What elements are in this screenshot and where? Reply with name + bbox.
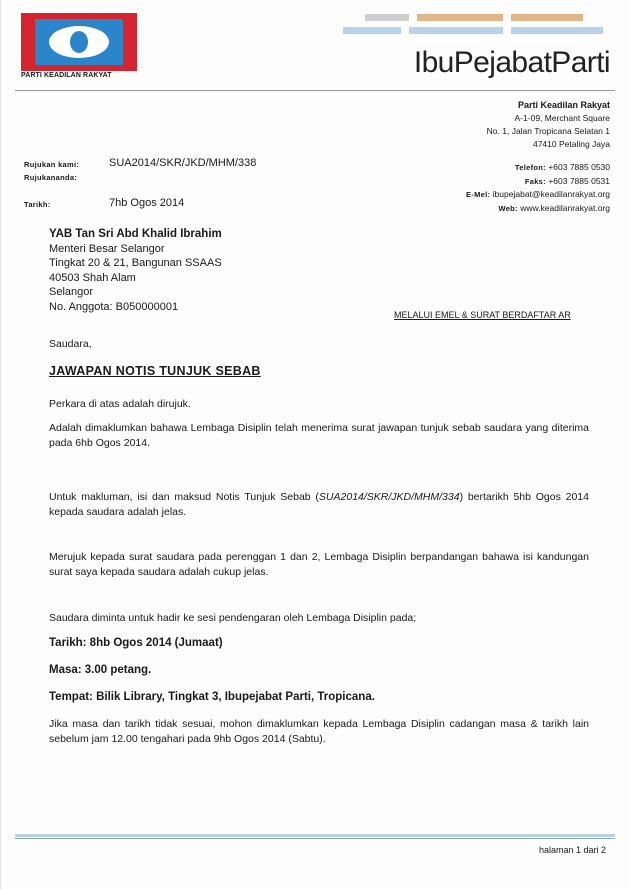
email-label: E-Mel:: [465, 190, 491, 199]
sender-address-line3: 47410 Petaling Jaya: [532, 139, 610, 149]
phone-label: Telefon:: [514, 163, 546, 172]
web-label: Web:: [498, 203, 518, 213]
paragraph-5: Saudara diminta untuk hadir ke sesi pendengaran oleh Lembaga Disiplin pada;: [49, 612, 417, 624]
our-ref-label: Rujukan kami:: [24, 160, 80, 169]
salutation: Saudara,: [49, 338, 92, 350]
paragraph-4: Merujuk kepada surat saudara pada perenggan 1 dan 2, Lembaga Disiplin berpandangan bahawa isi kandungan surat saya kepada saudara adalah cukup jelas.: [49, 551, 589, 578]
hearing-place: Tempat: Bilik Library, Tingkat 3, Ibupejabat Parti, Tropicana.: [49, 691, 375, 703]
notice-reference: SUA2014/SKR/JKD/MHM/334: [318, 491, 460, 503]
phone-value: +603 7885 0530: [548, 162, 610, 172]
paragraph-1: Perkara di atas adalah dirujuk.: [49, 398, 191, 410]
fax-value: +603 7885 0531: [548, 175, 610, 186]
recipient-address-line1: Tingkat 20 & 21, Bangunan SSAAS: [49, 257, 222, 269]
recipient-name: YAB Tan Sri Abd Khalid Ibrahim: [49, 228, 222, 240]
letter-date: 7hb Ogos 2014: [109, 197, 185, 209]
header-divider: [15, 90, 615, 91]
paragraph-2: Adalah dimaklumkan bahawa Lembaga Disiplin telah menerima surat jawapan tunjuk sebab saudara yang diterima pada 6hb Ogos 2014.: [49, 422, 589, 449]
paragraph-6: Jika masa dan tarikh tidak sesuai, mohon dimaklumkan kepada Lembaga Disiplin cadangan masa & tarikh lain sebelum jam 12.00 tengahari pada 9hb Ogos 2014 (Sabtu).: [49, 718, 589, 745]
email-link[interactable]: ibupejabat@keadilanrakyat.org: [492, 189, 610, 199]
sender-address: [487, 99, 610, 151]
fax-label: Faks:: [524, 176, 546, 186]
sender-address-line1: A-1-09, Merchant Square: [514, 113, 610, 123]
paragraph-3: Untuk makluman, isi dan maksud Notis Tunjuk Sebab (SUA2014/SKR/JKD/MHM/334) bertarikh 5hb Ogos 2014 kepada saudara adalah jelas.: [49, 491, 589, 518]
recipient-member-no: No. Anggota: B050000001: [49, 300, 179, 313]
hearing-date: Tarikh: 8hb Ogos 2014 (Jumaat): [49, 637, 223, 649]
logo-caption: PARTI KEADILAN RAKYAT: [21, 72, 112, 79]
sender-address-line2: No. 1, Jalan Tropicana Selatan 1: [486, 126, 610, 136]
footer-divider: [15, 834, 615, 837]
our-ref-value: SUA2014/SKR/JKD/MHM/338: [109, 157, 257, 169]
letter-subject: JAWAPAN NOTIS TUNJUK SEBAB: [49, 364, 261, 378]
sender-org: Parti Keadilan Rakyat: [517, 100, 610, 110]
recipient-title: Menteri Besar Selangor: [49, 242, 165, 255]
sender-contact: [466, 161, 610, 215]
recipient-block: [49, 227, 222, 314]
letterhead-title: IbuPejabatParti: [413, 46, 610, 79]
hearing-time: Masa: 3.00 petang.: [49, 664, 152, 676]
recipient-address-line2: 40503 Shah Alam: [49, 271, 136, 284]
delivery-method: MELALUI EMEL & SURAT BERDAFTAR AR: [394, 310, 571, 320]
your-ref-label: Rujukananda:: [24, 173, 78, 182]
page-number: halaman 1 dari 2: [538, 845, 606, 855]
website-link[interactable]: www.keadilanrakyat.org: [520, 202, 610, 213]
date-label: Tarikh:: [24, 200, 51, 209]
header-color-bars: [343, 14, 605, 38]
party-logo: [21, 13, 137, 71]
recipient-address-line3: Selangor: [49, 286, 94, 298]
